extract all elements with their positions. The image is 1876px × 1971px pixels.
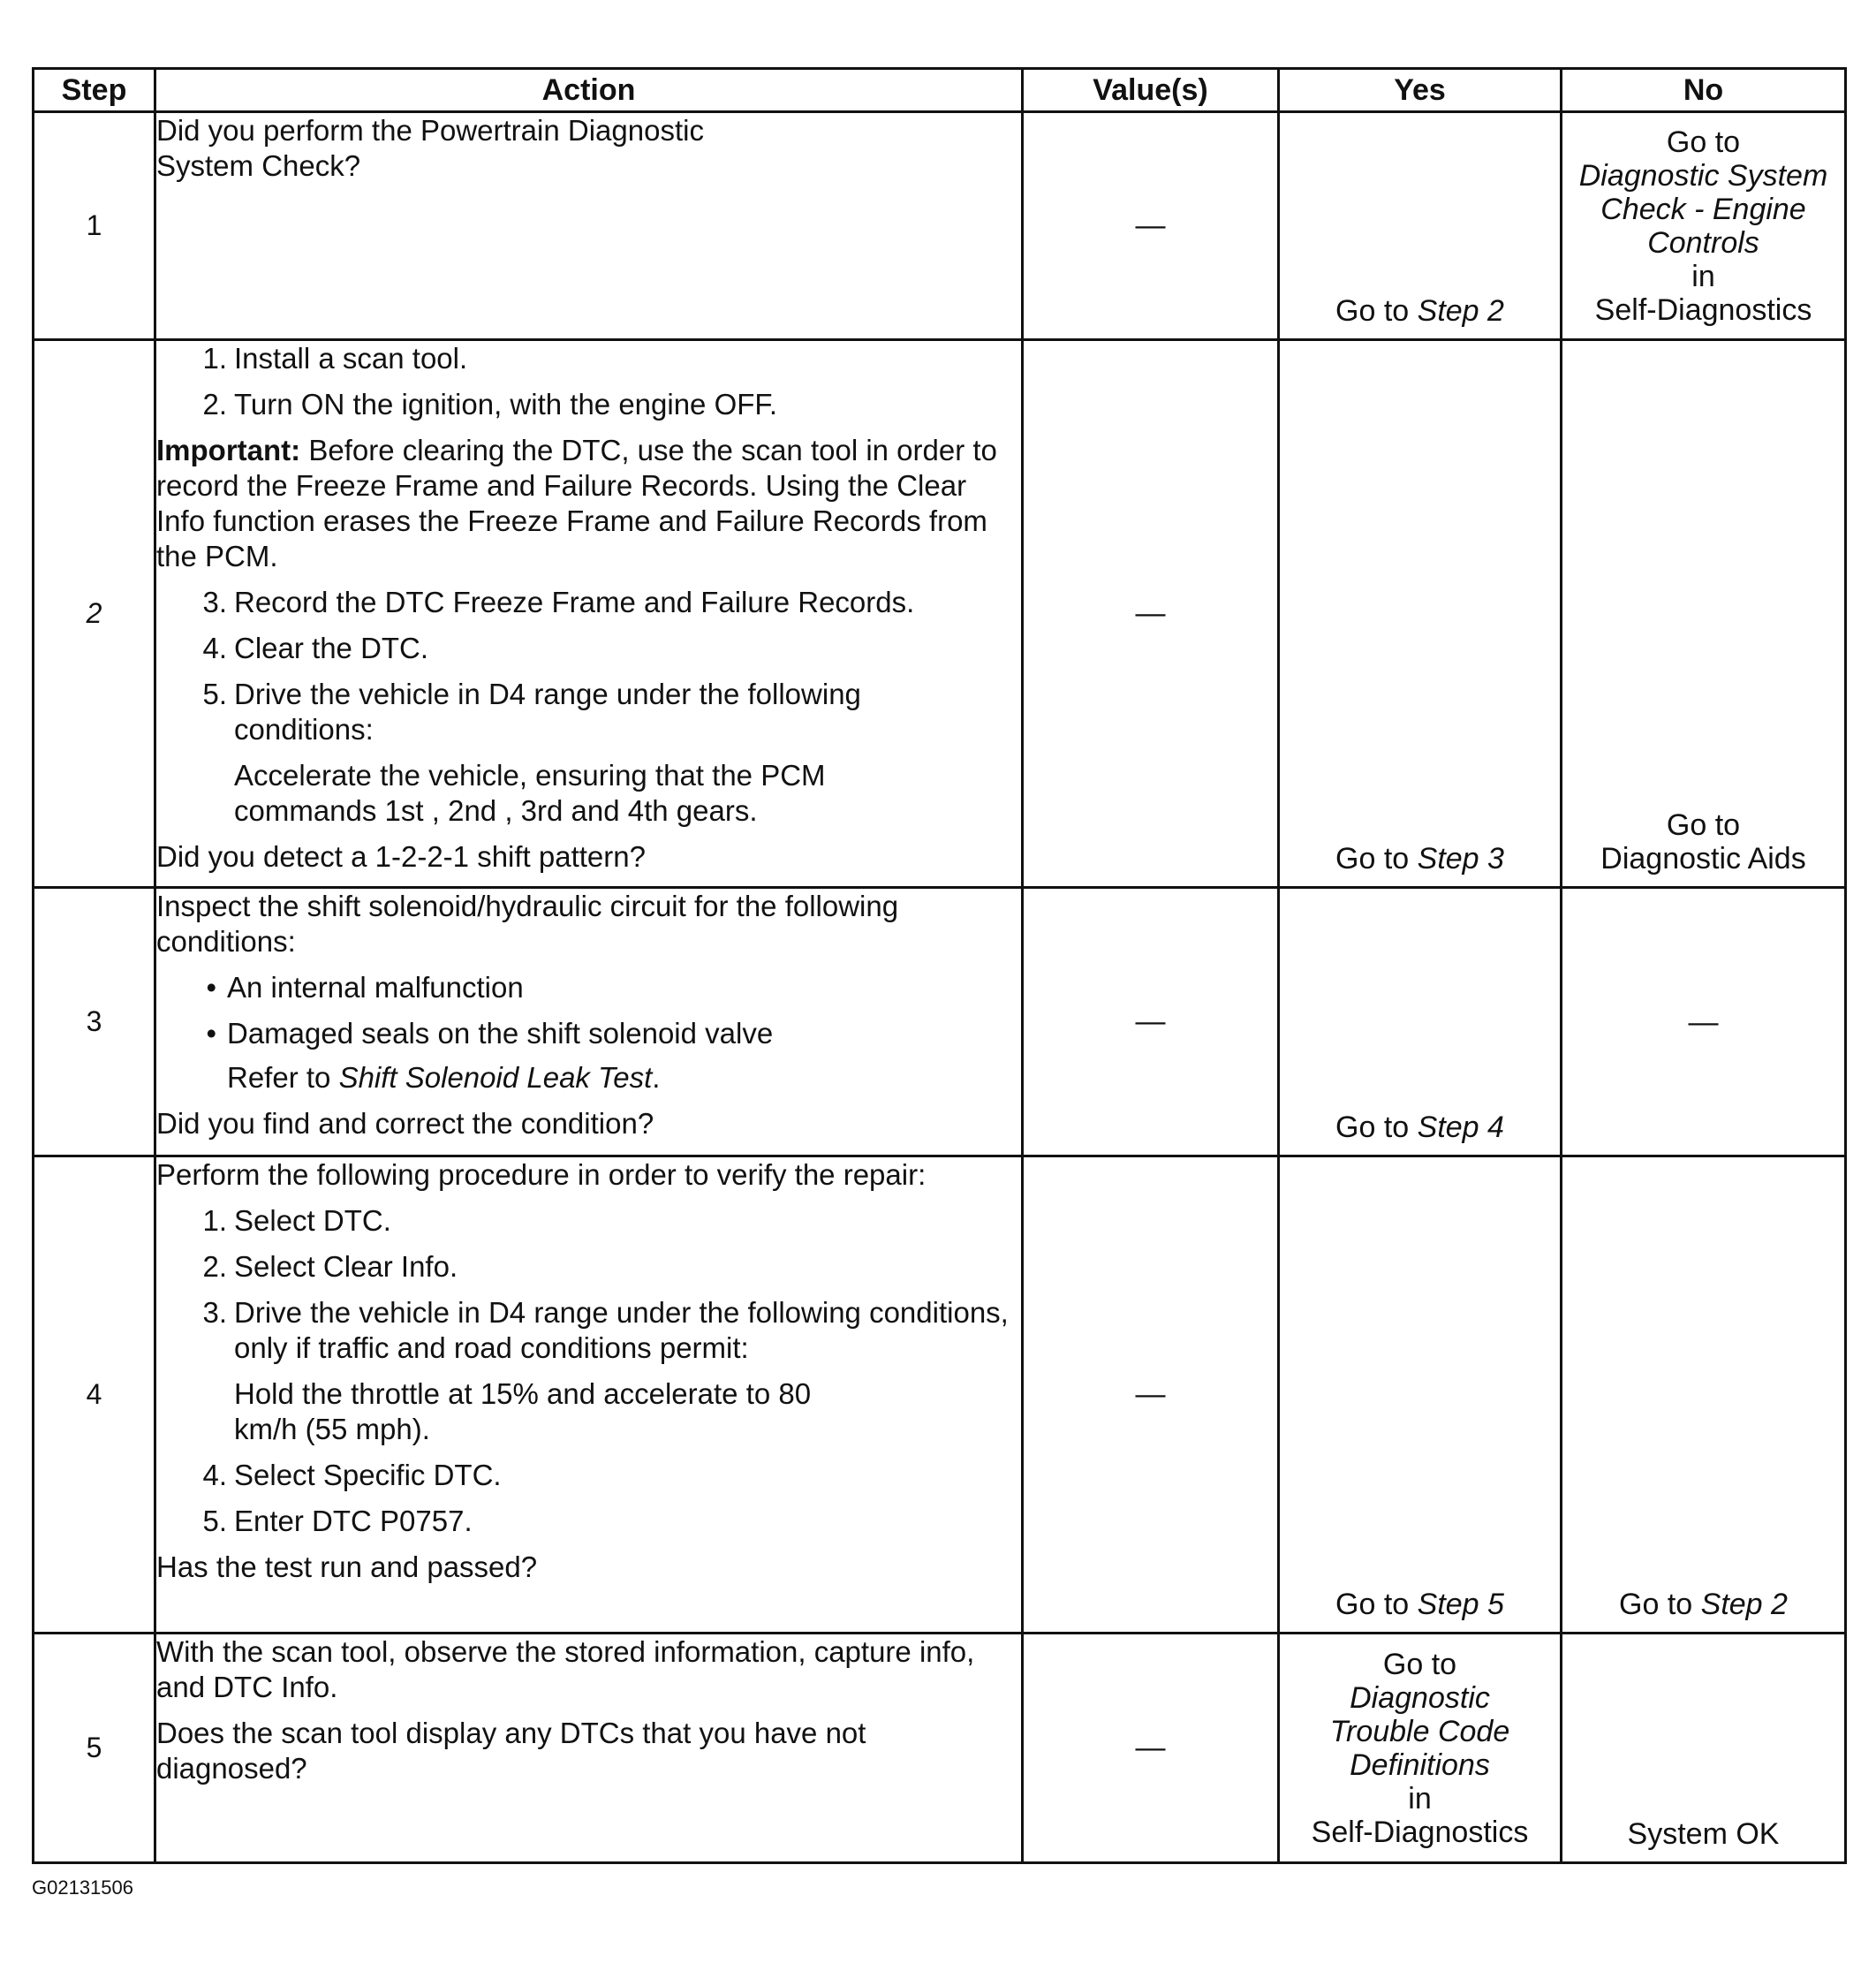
list-item: 2. Turn ON the ignition, with the engine OFF. — [202, 388, 778, 421]
refer-note: Refer to Shift Solenoid Leak Test. — [227, 1061, 661, 1094]
list-item: 1. Select DTC. — [202, 1204, 391, 1237]
yes-cell: Go to Step 3 — [1279, 340, 1562, 888]
action-cell — [155, 112, 1023, 340]
diagnostic-aids-link[interactable]: Diagnostic Aids — [1600, 842, 1806, 876]
list-item: 2. Select Clear Info. — [202, 1250, 458, 1283]
list-item: 4. Select Specific DTC. — [202, 1459, 502, 1491]
header-values: Value(s) — [1023, 69, 1279, 112]
list-item: 3. Drive the vehicle in D4 range under the following conditions, only if traffic and road conditions permit: — [202, 1296, 1009, 1364]
no-cell — [1562, 340, 1846, 888]
no-in-label: in — [1691, 259, 1715, 293]
table-row-step-1 — [34, 112, 1846, 340]
diagnostic-table-container — [32, 67, 1847, 1864]
action-intro: Inspect the shift solenoid/hydraulic circuit for the following conditions: — [156, 890, 899, 958]
diagnostic-system-check-link[interactable]: Diagnostic System Check - Engine Controls — [1578, 158, 1828, 260]
no-cell: — — [1562, 888, 1846, 1156]
step-number: 2 — [34, 340, 155, 888]
header-no: No — [1562, 69, 1846, 112]
bullet-item: • Damaged seals on the shift solenoid valve — [206, 1017, 774, 1050]
action-question: Did you perform the Powertrain Diagnostic System Check? — [156, 114, 704, 182]
goto-step-link[interactable]: Step 4 — [1417, 1111, 1504, 1144]
goto-prefix: Go to — [1335, 294, 1418, 328]
yes-cell — [1279, 112, 1562, 340]
action-question: Has the test run and passed? — [156, 1550, 538, 1583]
dtc-definitions-link[interactable]: Diagnostic Trouble Code Definitions — [1329, 1680, 1510, 1782]
action-question: Did you find and correct the condition? — [156, 1107, 654, 1140]
no-cell — [1562, 112, 1846, 340]
yes-cell — [1279, 1634, 1562, 1863]
step-number: 4 — [34, 1156, 155, 1634]
action-instruction: With the scan tool, observe the stored information, capture info, and DTC Info. — [156, 1635, 975, 1703]
no-section-label: Self-Diagnostics — [1594, 292, 1812, 327]
goto-step-link[interactable]: Step 2 — [1417, 294, 1504, 328]
action-cell — [155, 1156, 1023, 1634]
list-item: 3. Record the DTC Freeze Frame and Failure Records. — [202, 586, 915, 618]
action-question: Does the scan tool display any DTCs that you have not diagnosed? — [156, 1717, 866, 1785]
no-goto-label: Go to — [1666, 808, 1741, 842]
value-cell: — — [1023, 1634, 1279, 1863]
sub-instruction: Hold the throttle at 15% and accelerate to 80 km/h (55 mph). — [234, 1377, 812, 1445]
action-cell — [155, 340, 1023, 888]
value-cell: — — [1023, 888, 1279, 1156]
no-cell: System OK — [1562, 1634, 1846, 1863]
sub-instruction: Accelerate the vehicle, ensuring that the PCM commands 1st , 2nd , 3rd and 4th gears. — [234, 759, 826, 827]
no-goto-label: Go to — [1666, 125, 1741, 159]
important-note: Important: Before clearing the DTC, use the scan tool in order to record the Freeze Frame and Failure Records. Using the Clear Info function erases the Freeze Frame and Failure Records from the PCM. — [156, 434, 997, 572]
goto-step-link[interactable]: Step 3 — [1417, 842, 1504, 876]
action-cell — [155, 1634, 1023, 1863]
action-intro: Perform the following procedure in order to verify the repair: — [156, 1158, 927, 1191]
goto-step-link[interactable]: Step 2 — [1700, 1588, 1788, 1621]
action-cell — [155, 888, 1023, 1156]
yes-in-label: in — [1408, 1781, 1432, 1816]
leak-test-link[interactable]: Shift Solenoid Leak Test — [338, 1061, 653, 1094]
diagnostic-table — [32, 67, 1847, 1864]
table-header-row — [34, 69, 1846, 112]
figure-id: G02131506 — [32, 1876, 133, 1899]
yes-cell: Go to Step 5 — [1279, 1156, 1562, 1634]
value-cell: — — [1023, 1156, 1279, 1634]
list-item: 4. Clear the DTC. — [202, 632, 429, 664]
no-cell: Go to Step 2 — [1562, 1156, 1846, 1634]
action-question: Did you detect a 1-2-2-1 shift pattern? — [156, 840, 646, 873]
table-row-step-3 — [34, 888, 1846, 1156]
step-number: 3 — [34, 888, 155, 1156]
step-number: 1 — [34, 112, 155, 340]
list-item: 1. Install a scan tool. — [202, 342, 468, 375]
goto-step-link[interactable]: Step 5 — [1417, 1588, 1504, 1621]
header-step: Step — [34, 69, 155, 112]
yes-goto-label: Go to — [1382, 1647, 1457, 1681]
list-item: 5. Drive the vehicle in D4 range under the following conditions: — [202, 678, 861, 746]
table-row-step-4 — [34, 1156, 1846, 1634]
list-item: 5. Enter DTC P0757. — [202, 1505, 473, 1537]
yes-section-label: Self-Diagnostics — [1311, 1815, 1529, 1849]
value-cell: — — [1023, 340, 1279, 888]
value-cell: — — [1023, 112, 1279, 340]
table-row-step-2 — [34, 340, 1846, 888]
table-row-step-5 — [34, 1634, 1846, 1863]
bullet-item: • An internal malfunction — [206, 971, 524, 1004]
step-number: 5 — [34, 1634, 155, 1863]
yes-cell: Go to Step 4 — [1279, 888, 1562, 1156]
header-yes: Yes — [1279, 69, 1562, 112]
header-action: Action — [155, 69, 1023, 112]
